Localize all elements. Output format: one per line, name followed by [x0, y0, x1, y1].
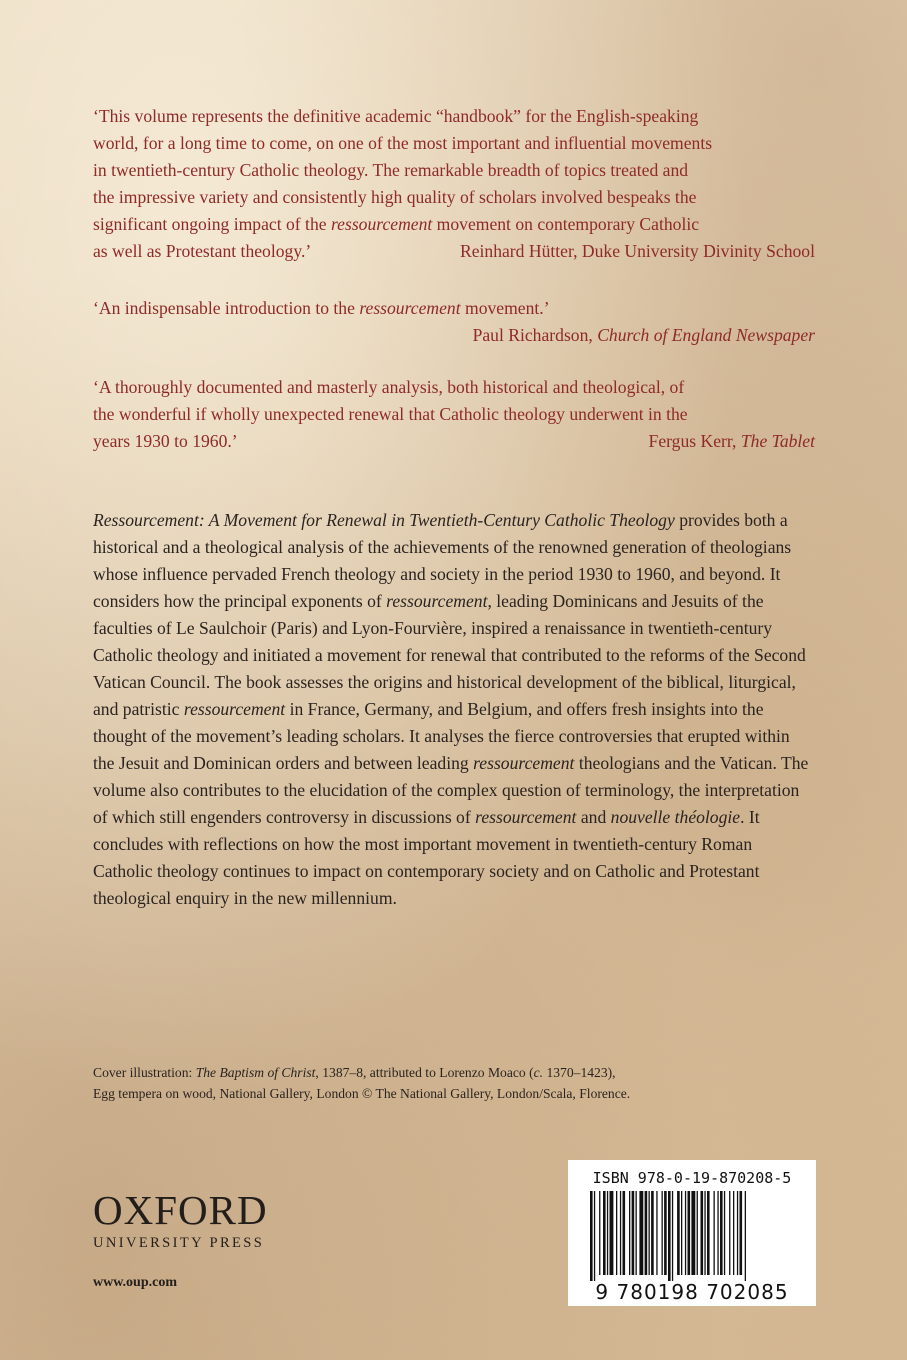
isbn-barcode	[568, 1160, 816, 1306]
publisher-url[interactable]: www.oup.com	[93, 1275, 178, 1290]
barcode-bar	[664, 1191, 667, 1275]
barcode-bar	[724, 1191, 725, 1275]
quote-line: ‘A thoroughly documented and masterly analysis, both historical and theological, of	[93, 377, 685, 397]
barcode-bar	[645, 1191, 648, 1275]
barcode-bar	[701, 1191, 704, 1275]
review-quote-2	[93, 295, 815, 349]
credit-text: , 1387–8, attributed to Lorenzo Moaco (	[315, 1065, 534, 1080]
isbn-label: ISBN 978-0-19-870208-5	[592, 1169, 792, 1187]
quote-line: in twentieth-century Catholic theology. The remarkable breadth of topics treated and	[93, 160, 689, 180]
quote-text: movement.’	[460, 298, 550, 318]
barcode-bar	[707, 1191, 710, 1275]
attribution-name: Paul Richardson,	[472, 325, 598, 345]
credit-text: Cover illustration:	[93, 1065, 196, 1080]
barcode-bar	[740, 1191, 743, 1275]
barcode-bar	[677, 1191, 680, 1275]
credit-line-1	[93, 1062, 815, 1083]
quote-text: significant ongoing impact of the	[93, 214, 331, 234]
quote-italic: ressourcement	[359, 298, 461, 318]
barcode-bar	[632, 1191, 635, 1275]
quote-line	[93, 238, 815, 265]
description-text: . It concludes with reflections on how the most important movement in twentieth-century Roman Catholic theology continues to impact on contemporary society and on Catholic and Protestant theological enquiry in the new millennium.	[93, 807, 760, 908]
description-italic: ressourcement	[386, 591, 488, 611]
barcode-bar	[590, 1191, 593, 1281]
publisher-name: OXFORD	[93, 1187, 268, 1233]
description-text: , leading Dominicans and Jesuits of the faculties of Le Saulchoir (Paris) and Lyon-Fourvière, inspired a renaissance in twentieth-century Catholic theology and initiated a movement for renewal that contributed to the reforms of the Second Vatican Council. The book assesses the origins and historical development of the biblical, liturgical, and patristic	[93, 591, 806, 719]
quote-line: ‘This volume represents the definitive academic “handbook” for the English-speaking	[93, 106, 699, 126]
quote-attribution	[93, 322, 815, 349]
description-text: provides both a historical and a theological analysis of the achievements of the renowned generation of theologians whose influence pervaded French theology and society in the period 1930 to 1960, and beyond. It considers how the principal exponents of	[93, 510, 792, 611]
quote-line	[93, 295, 815, 322]
credit-italic: The Baptism of Christ	[195, 1065, 316, 1080]
barcode-bar	[639, 1191, 643, 1275]
barcode-bar	[656, 1191, 657, 1275]
barcode-bar	[607, 1191, 608, 1275]
barcode-bar	[629, 1191, 630, 1275]
description-text: and	[576, 807, 611, 827]
barcode-bar	[649, 1191, 650, 1275]
quote-line	[93, 428, 815, 455]
quote-line: the wonderful if wholly unexpected renewal that Catholic theology underwent in the	[93, 404, 688, 424]
barcode-bar	[623, 1191, 626, 1275]
barcode-bar	[599, 1191, 600, 1275]
description-text: theologians and the Vatican. The volume also contributes to the elucidation of the complex question of terminology, the interpretation of which still engenders controversy in discussions of	[93, 753, 809, 827]
barcode-bar	[688, 1191, 691, 1275]
barcode-bar	[733, 1191, 734, 1275]
description-italic: ressourcement	[475, 807, 577, 827]
barcode-bar	[697, 1191, 698, 1275]
barcode-bar	[662, 1191, 663, 1275]
barcode-bar	[616, 1191, 617, 1275]
publisher-logo	[93, 1188, 268, 1252]
barcode-bar	[720, 1191, 723, 1275]
attribution-publication: Church of England Newspaper	[597, 325, 815, 345]
barcode-bar	[685, 1191, 686, 1275]
barcode-bar	[714, 1191, 715, 1275]
quote-text: years 1930 to 1960.’	[93, 431, 238, 451]
barcode-bar	[704, 1191, 705, 1275]
barcode-bar	[651, 1191, 654, 1275]
barcode-bar	[636, 1191, 637, 1275]
barcode-bar	[610, 1191, 614, 1275]
quote-line: the impressive variety and consistently high quality of scholars involved bespeaks the	[93, 187, 697, 207]
barcode-digits: 9 780198 702085	[595, 1280, 789, 1304]
barcode-bar	[672, 1191, 673, 1281]
cover-illustration-credit	[93, 1062, 815, 1104]
description-italic: ressourcement	[473, 753, 575, 773]
description-italic: nouvelle théologie	[610, 807, 741, 827]
credit-line-2: Egg tempera on wood, National Gallery, London © The National Gallery, London/Scala, Florence.	[93, 1086, 631, 1101]
barcode-bar	[681, 1191, 682, 1275]
quote-text: ‘An indispensable introduction to the	[93, 298, 360, 318]
quote-attribution: Reinhard Hütter, Duke University Divinity School	[459, 241, 815, 261]
attribution-publication: The Tablet	[740, 431, 815, 451]
quote-italic: ressourcement	[330, 214, 433, 234]
credit-italic: c.	[533, 1065, 544, 1080]
book-title: Ressourcement: A Movement for Renewal in Twentieth-Century Catholic Theology	[93, 510, 675, 530]
quote-text: movement on contemporary Catholic	[432, 214, 700, 234]
quote-line	[93, 211, 815, 238]
barcode-bar	[594, 1191, 595, 1281]
description-text: in France, Germany, and Belgium, and offers fresh insights into the thought of the movement’s leading scholars. It analyses the fierce controversies that erupted within the Jesuit and Dominican orders and between leading	[93, 699, 790, 773]
quote-line: world, for a long time to come, on one of the most important and influential movements	[93, 133, 713, 153]
book-description	[93, 507, 815, 912]
barcode-bar	[729, 1191, 730, 1275]
barcode-bar	[668, 1191, 671, 1281]
barcode-bars	[590, 1191, 794, 1281]
barcode-bar	[603, 1191, 606, 1275]
barcode-bar	[717, 1191, 718, 1275]
publisher-subname: UNIVERSITY PRESS	[93, 1235, 265, 1251]
barcode-bar	[737, 1191, 738, 1275]
barcode-bar	[620, 1191, 621, 1275]
barcode-bar	[691, 1191, 695, 1275]
description-italic: ressourcement	[183, 699, 286, 719]
quote-text: as well as Protestant theology.’	[93, 241, 312, 261]
credit-text: 1370–1423),	[543, 1065, 616, 1080]
barcode-bar	[745, 1191, 746, 1281]
review-quote-3	[93, 374, 815, 455]
review-quote-1	[93, 103, 815, 265]
attribution-name: Fergus Kerr,	[648, 431, 741, 451]
quote-attribution	[649, 428, 815, 455]
